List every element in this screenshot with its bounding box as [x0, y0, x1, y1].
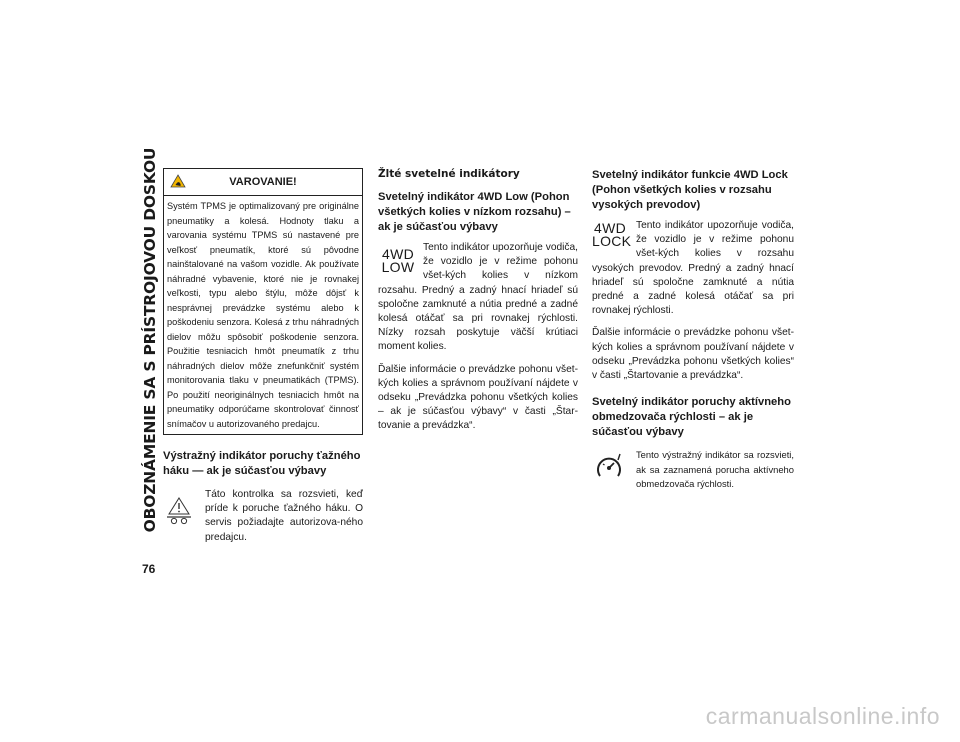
fourwd-lock-icon-line1: 4WD [593, 220, 626, 236]
column-3 [592, 168, 794, 492]
fourwd-low-icon [381, 248, 415, 274]
side-title-text: OBOZNÁMENIE SA S PRÍSTROJOVOU DOSKOU [141, 147, 159, 533]
yellow-indicators-title: Žlté svetelné indikátory [378, 168, 520, 180]
fourwd-low-paragraph [378, 241, 578, 355]
trailer-hitch-warning-icon [167, 496, 191, 531]
fourwd-lock-icon [592, 220, 632, 249]
fourwd-low-more: Ďalšie informácie o prevádzke pohonu všet-kých kolies a správnom používaní nájdete v odseku „Prevádzka pohonu všetkých kolies – ak je súčasťou výbavy“ v časti „Štar-tovanie a prevádzka“. [378, 363, 578, 432]
fourwd-lock-icon-line2: LOCK [592, 233, 632, 249]
fourwd-low-text: Tento indikátor upozorňuje vodiča, že vozidlo je v režime pohonu všet-kých kolies v nízkom rozsahu. Predný a zadný hnací hriadeľ sú spoločne zamknuté a nútia predné a zadné kolesá otáčať sa pri rovnakej rýchlosti. Nízky rozsah poskytuje väčší krútiaci moment kolies. [378, 242, 578, 353]
warning-box [163, 168, 363, 435]
fourwd-low-icon-line2: LOW [381, 259, 415, 275]
fourwd-low-heading: Svetelný indikátor 4WD Low (Pohon všetkých kolies v nízkom rozsahu) – ak je súčasťou výbavy [378, 191, 571, 233]
fourwd-lock-heading: Svetelný indikátor funkcie 4WD Lock (Pohon všetkých kolies v rozsahu vysokých prevodov) [592, 169, 788, 211]
trailer-heading: Výstražný indikátor poruchy ťažného háku — ak je súčasťou výbavy [163, 450, 361, 477]
side-section-title [139, 147, 161, 533]
fourwd-lock-more: Ďalšie informácie o prevádzke pohonu všet-kých kolies a správnom používaní nájdete v odseku „Prevádzka pohonu všetkých kolies“ v časti „Štartovanie a prevádzka“. [592, 327, 794, 382]
speed-limiter-paragraph [592, 448, 794, 492]
page-number: 76 [142, 562, 156, 576]
speed-limiter-fault-icon [594, 452, 624, 487]
speed-limiter-text: Tento výstražný indikátor sa rozsvieti, ak sa zaznamená porucha aktívneho obmedzovača rýchlosti. [636, 449, 794, 490]
watermark: carmanualsonline.info [705, 703, 940, 729]
warning-text: Systém TPMS je optimalizovaný pre originálne pneumatiky a kolesá. Hodnoty tlaku a varovania systému TPMS sú nastavené pre veľkosť pneumatík, ktoré sú pôvodne nainštalované na vašom vozidle. Ak používate náhradné vybavenie, ktoré nie je rovnakej veľkosti, typu alebo štýlu, môže dôjsť k nesprávnej prevádzke systému alebo k poškodeniu senzora. Kolesá z trhu náhradných dielov môžu spôsobiť poškodenie senzora. Použitie tesniacich hmôt pneumatík z trhu náhradných dielov môže znefunkčniť systém monitorovania tlaku v pneumatikách (TPMS). Po použití neoriginálnych tesniacich hmôt na pneumatiky odporúčame skontrolovať činnosť snímačov u autorizovaného predajcu. [167, 201, 359, 429]
column-2 [378, 168, 578, 434]
trailer-paragraph [163, 488, 363, 545]
fourwd-lock-text: Tento indikátor upozorňuje vodiča, že vozidlo je v režime pohonu všet-kých kolies v rozsahu vysokých prevodov. Predný a zadný hnací hriadeľ sú spoločne zamknuté a nútia predné a zadné kolesá otáčať sa pri rovnakej rýchlosti. [592, 220, 794, 317]
trailer-text: Táto kontrolka sa rozsvieti, keď príde k poruche ťažného háku. O servis požiadajte autorizova-ného predajcu. [205, 489, 363, 543]
speed-limiter-heading: Svetelný indikátor poruchy aktívneho obmedzovača rýchlosti – ak je súčasťou výbavy [592, 396, 791, 439]
column-1 [163, 168, 363, 545]
warning-triangle-icon [170, 174, 186, 191]
fourwd-low-icon-line1: 4WD [381, 246, 414, 262]
fourwd-lock-paragraph [592, 219, 794, 318]
warning-header [164, 169, 362, 196]
warning-title: VAROVANIE! [229, 176, 297, 188]
